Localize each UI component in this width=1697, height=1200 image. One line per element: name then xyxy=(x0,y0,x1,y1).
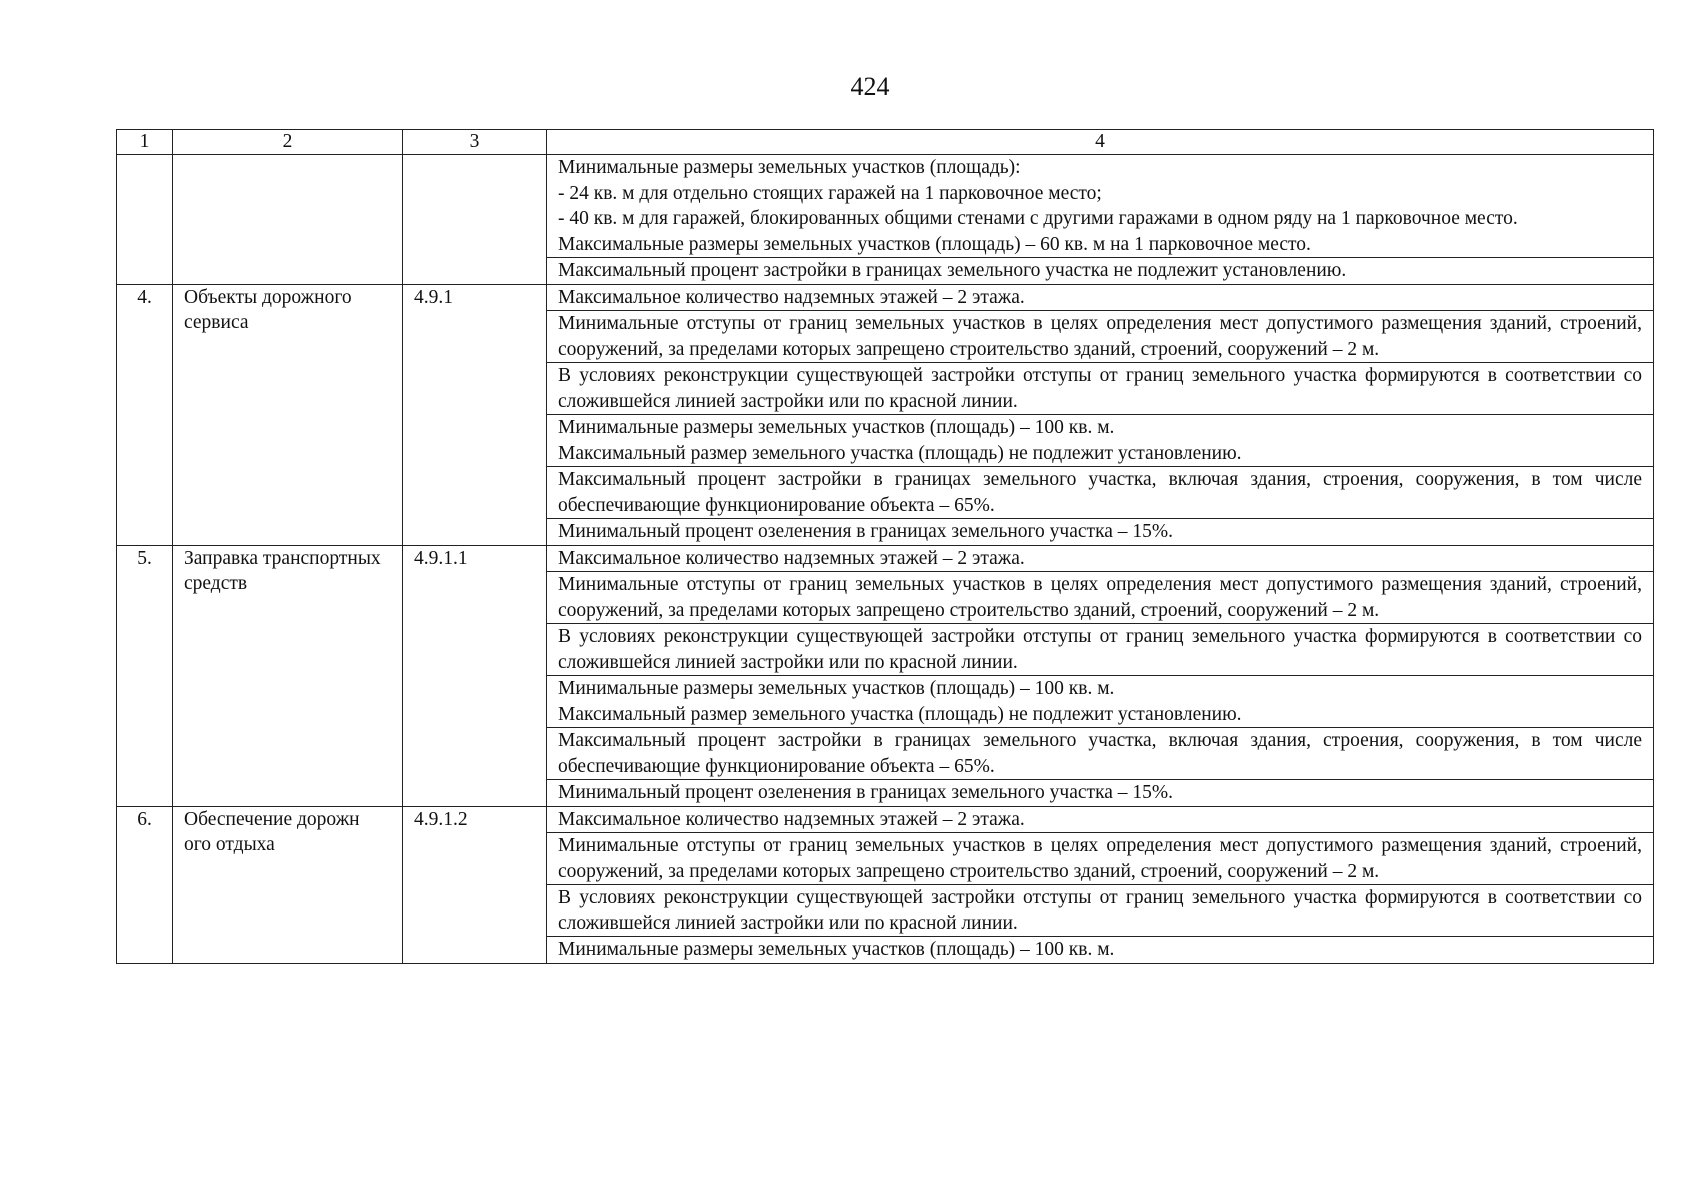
entry-number: 5. xyxy=(117,545,173,806)
entry-name: Обеспечение дорожн ого отдыха xyxy=(173,806,403,963)
parameter-cell xyxy=(547,780,1654,807)
parameter-line: В условиях реконструкции существующей застройки отступы от границ земельного участка формируются в соответствии со сложившейся линией застройки или по красной линии. xyxy=(558,887,1642,934)
parameter-line: Максимальное количество надземных этажей – 2 этажа. xyxy=(558,808,1025,830)
parameter-line: Минимальные размеры земельных участков (площадь) – 100 кв. м. xyxy=(558,939,1115,960)
parameter-line: Минимальные отступы от границ земельных участков в целях определения мест допустимого размещения зданий, строений, сооружений, за пределами которых запрещено строительство зданий, строений, сооружений – 2 м. xyxy=(558,313,1642,360)
table-row xyxy=(117,806,1654,833)
parameter-line: В условиях реконструкции существующей застройки отступы от границ земельного участка формируются в соответствии со сложившейся линией застройки или по красной линии. xyxy=(558,365,1642,412)
entry-number: 4. xyxy=(117,284,173,545)
parameter-cell xyxy=(547,415,1654,467)
column-header-4: 4 xyxy=(547,130,1654,155)
parameter-line: Минимальный процент озеленения в границах земельного участка – 15%. xyxy=(558,521,1174,542)
continuation-num-cell xyxy=(117,155,173,285)
regulations-table xyxy=(116,129,1654,964)
parameter-line: - 40 кв. м для гаражей, блокированных общими стенами с другими гаражами в одном ряду на 1 парковочное место. xyxy=(558,208,1518,229)
parameter-line: Максимальный размер земельного участка (площадь) не подлежит установлению. xyxy=(558,442,1242,464)
parameter-line: Минимальные размеры земельных участков (площадь): xyxy=(558,157,1021,178)
parameter-cell xyxy=(547,572,1654,624)
parameter-cell xyxy=(547,728,1654,780)
parameter-cell xyxy=(547,545,1654,572)
parameter-cell xyxy=(547,311,1654,363)
table-row xyxy=(117,284,1654,311)
parameter-cell xyxy=(547,258,1654,285)
table-body xyxy=(117,155,1654,964)
table-row xyxy=(117,155,1654,258)
parameter-line: Минимальные отступы от границ земельных участков в целях определения мест допустимого размещения зданий, строений, сооружений, за пределами которых запрещено строительство зданий, строений, сооружений – 2 м. xyxy=(558,574,1642,621)
parameter-cell xyxy=(547,937,1654,964)
parameter-cell xyxy=(547,885,1654,937)
parameter-line: - 24 кв. м для отдельно стоящих гаражей на 1 парковочное место; xyxy=(558,182,1102,204)
parameter-line: Максимальное количество надземных этажей – 2 этажа. xyxy=(558,547,1025,569)
parameter-cell xyxy=(547,467,1654,519)
page-number: 424 xyxy=(850,72,890,101)
parameter-line: Минимальный процент озеленения в границах земельного участка – 15%. xyxy=(558,782,1174,803)
entry-code: 4.9.1 xyxy=(403,284,547,545)
parameter-line: Максимальные размеры земельных участков (площадь) – 60 кв. м на 1 парковочное место. xyxy=(558,233,1311,255)
parameter-line: Максимальный процент застройки в границах земельного участка, включая здания, строения, сооружения, в том числе обеспечивающие функционирование объекта – 65%. xyxy=(558,730,1642,777)
parameter-line: Максимальный процент застройки в границах земельного участка, включая здания, строения, сооружения, в том числе обеспечивающие функционирование объекта – 65%. xyxy=(558,469,1642,516)
continuation-code-cell xyxy=(403,155,547,285)
parameter-line: Максимальное количество надземных этажей – 2 этажа. xyxy=(558,286,1025,308)
continuation-name-cell xyxy=(173,155,403,285)
parameter-cell xyxy=(547,155,1654,258)
parameter-cell xyxy=(547,363,1654,415)
parameter-cell xyxy=(547,624,1654,676)
table-row xyxy=(117,545,1654,572)
entry-number: 6. xyxy=(117,806,173,963)
entry-name: Заправка транспортных средств xyxy=(173,545,403,806)
parameter-cell xyxy=(547,519,1654,546)
parameter-line: Минимальные размеры земельных участков (площадь) – 100 кв. м. xyxy=(558,678,1115,699)
parameter-cell xyxy=(547,833,1654,885)
parameter-line: Минимальные отступы от границ земельных участков в целях определения мест допустимого размещения зданий, строений, сооружений, за пределами которых запрещено строительство зданий, строений, сооружений – 2 м. xyxy=(558,835,1642,882)
parameter-cell xyxy=(547,284,1654,311)
column-header-2: 2 xyxy=(173,130,403,155)
table-header-row xyxy=(117,130,1654,155)
parameter-cell xyxy=(547,806,1654,833)
parameter-line: Максимальный процент застройки в границах земельного участка не подлежит установлению. xyxy=(558,260,1347,281)
parameter-line: В условиях реконструкции существующей застройки отступы от границ земельного участка формируются в соответствии со сложившейся линией застройки или по красной линии. xyxy=(558,626,1642,673)
column-header-1: 1 xyxy=(117,130,173,155)
column-header-3: 3 xyxy=(403,130,547,155)
entry-code: 4.9.1.1 xyxy=(403,545,547,806)
parameter-line: Минимальные размеры земельных участков (площадь) – 100 кв. м. xyxy=(558,417,1115,438)
entry-name: Объекты дорожного сервиса xyxy=(173,284,403,545)
parameter-cell xyxy=(547,676,1654,728)
parameter-line: Максимальный размер земельного участка (площадь) не подлежит установлению. xyxy=(558,703,1242,725)
entry-code: 4.9.1.2 xyxy=(403,806,547,963)
